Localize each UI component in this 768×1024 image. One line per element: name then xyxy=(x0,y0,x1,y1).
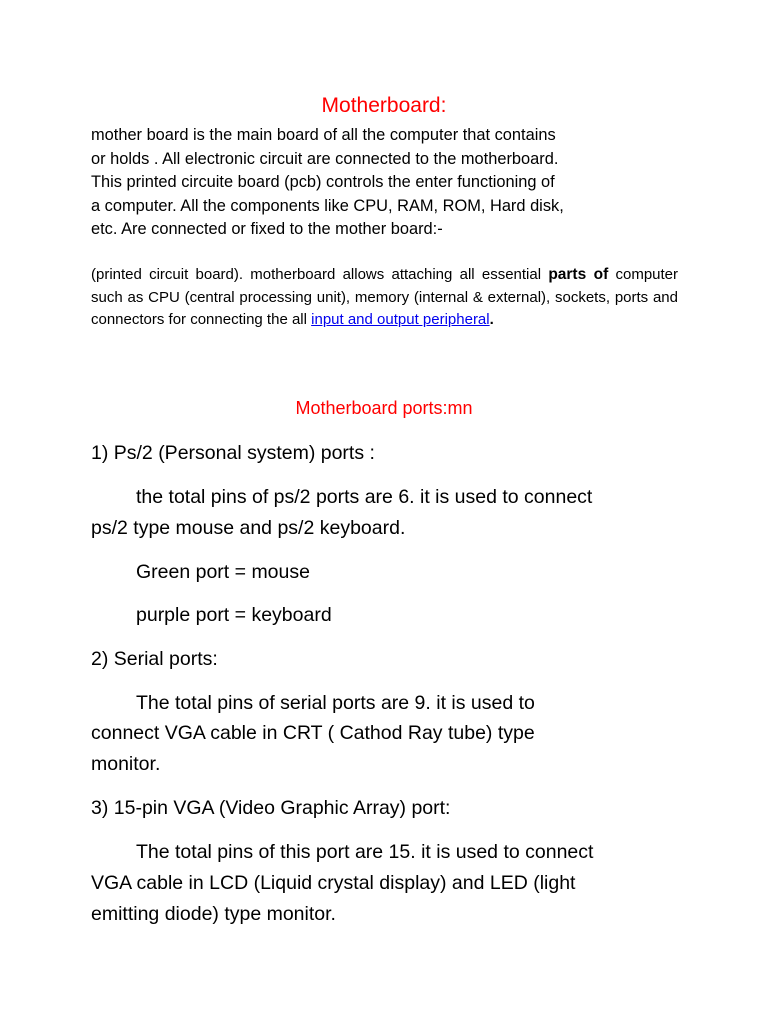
serial-description-line-2: connect VGA cable in CRT ( Cathod Ray tube) type xyxy=(91,722,535,744)
description-text-1: (printed circuit board). motherboard allows attaching all essential xyxy=(91,266,549,283)
vga-description-line-3: emitting diode) type monitor. xyxy=(91,903,336,925)
description-paragraph xyxy=(91,264,678,332)
vga-heading: 3) 15-pin VGA (Video Graphic Array) port: xyxy=(91,797,451,819)
ps2-description-line-2: ps/2 type mouse and ps/2 keyboard. xyxy=(91,517,406,539)
page-title: Motherboard: xyxy=(321,94,447,117)
intro-paragraph: mother board is the main board of all the computer that contains or holds . All electronic circuit are connected to the motherboard. This printed circuite board (pcb) controls the enter functioning of a computer. All the components like CPU, RAM, ROM, Hard disk, etc. Are connected or fixed to the mother board:- xyxy=(91,126,564,238)
ps2-heading: 1) Ps/2 (Personal system) ports : xyxy=(91,442,375,464)
serial-heading: 2) Serial ports: xyxy=(91,648,218,670)
description-text-2: computer such as CPU (central processing unit), memory (internal & external), sockets, ports and connectors for connecting the all xyxy=(91,266,679,328)
ps2-purple-port: purple port = keyboard xyxy=(136,604,332,626)
peripheral-link[interactable]: input and output peripheral xyxy=(311,311,490,328)
vga-description-line-2: VGA cable in LCD (Liquid crystal display) and LED (light xyxy=(91,872,576,894)
vga-description-line-1: The total pins of this port are 15. it is used to connect xyxy=(136,841,594,863)
description-bold-text: parts of xyxy=(548,266,609,283)
ports-heading: Motherboard ports:mn xyxy=(295,398,473,418)
serial-description-line-1: The total pins of serial ports are 9. it is used to xyxy=(136,692,535,714)
ps2-green-port: Green port = mouse xyxy=(136,561,310,583)
ps2-description-line-1: the total pins of ps/2 ports are 6. it is used to connect xyxy=(136,486,593,508)
description-end: . xyxy=(489,311,494,328)
serial-description-line-3: monitor. xyxy=(91,753,161,775)
